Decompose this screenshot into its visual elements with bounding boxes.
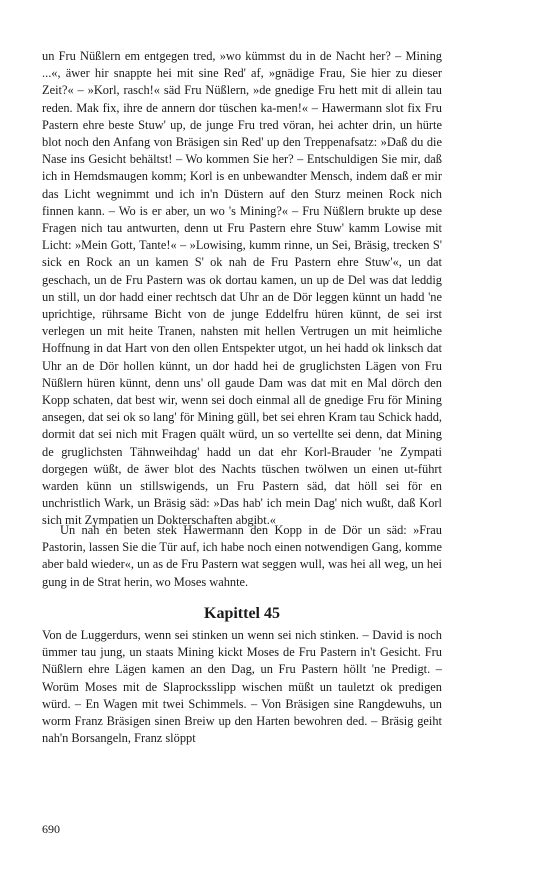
paragraph-hawermann-leaves: Un nah en beten stek Hawermann den Kopp in de Dör un säd: »Frau Pastorin, lassen Sie die Tür auf, ich habe noch einen notwendigen Gang, komme aber bald wieder«, un as de Fru Pastern wat seggen wull, was hei all weg, un hei gung in de Strat herin, wo Moses wahnte. — [42, 523, 442, 589]
chapter-title: Kapittel 45 — [204, 605, 280, 622]
paragraph-continuation: un Fru Nüßlern em entgegen tred, »wo kümmst du in de Nacht her? – Mining ...«, äwer hir snappte hei mit sine Red' af, »gnädige Frau, Sie hier zu dieser Zeit?« – »Korl, rasch!« säd Fru Nüßlern, »de gnedige Fru hett mit di allein tau reden. Mak fix, ihre de annern dor tüschen ka-men!« – Hawermann slot fix Fru Pastern ehre beste Stuw' up, de junge Fru tred vöran, hei achter drin, un hürte blot noch den Anfang von Bräsigen sin Red' up den Treppenafsatz: »Daß du die Nase ins Gesicht behältst! – Wo kommen Sie her? – Entschuldigen Sie mir, daß ich in Hemdsmaugen komm; Korl is en unbewandter Mensch, indem daß er mir das Licht wegnimmt und ich in'n Düstern auf den Sturz meinen Rock nich finnen kann. – Wo is er aber, un wo 's Mining?« – Fru Nüßlern brukte up dese Fragen nich tau antwurten, denn ut Fru Pastern ehre Stuw' kamm Lowise mit Licht: »Mein Gott, Tante!« – »Lowising, kumm rinne, un Sei, Bräsig, trecken S' sick en Rock an un kamen S' ok nah de Fru Pastern ehre Stuw'«, un dat geschach, un de Fru Pastern was ok dortau kamen, un up de Del was dat leddig un still, un dor hadd einer rechtsch dat Uhr an de Dör leggen künnt un hadd 'ne uprichtige, rührsame Bicht von de junge Eddelfru hüren künnt, de sei irst verlegen un mit heite Tranen, nahsten mit hellen Vertrugen un mit heimliche Hoffnung in dat Hart von den ollen Entspekter utgot, un hei hadd ok linksch dat Uhr an de Dör hollen künnt, un dor hadd hei de gruglichsten Lägen von Fru Nüßlern hüren künnt, denn uns' oll gaude Dam was dat mit en Mal dörch den Kopp schaten, dat best wir, wenn sei doch einmal all de gnedige Fru för Mining ansegen, dat sei ok so lang' för Mining güll, bet sei ehren Kram tau Schick hadd, dormit dat sei nich mit Fragen quält würd, un so vertellte sei denn, dat Mining de gruglichsten Tähnweihdag' hadd un dat ehr Korl-Brauder 'ne Zympati dorgegen wüßt, de äwer blot des Nachts tüschen twölwen un einen ut-führt warden künn un stillswigends, un Fru Pastern säd, dat höll sei för en unchristlich Wark, un Bräsig säd: »Das hab' ich mein Dag' nich wußt, daß Korl sich mit Zympatien un Dokterschaften abgibt.« — [42, 49, 442, 528]
page-number: 690 — [42, 822, 60, 836]
chapter-summary: Von de Luggerdurs, wenn sei stinken un wenn sei nich stinken. – David is noch ümmer tau jung, un staats Mining kickt Moses de Fru Pastern in't Gesicht. Fru Nüßlern ehre Lägen kamen an den Dag, un Fru Pastern höllt 'ne Predigt. – Worüm Moses mit de Slaprocksslipp wischen müßt un tauletzt ok predigen würd. – En Wagen mit twei Schimmels. – Von Bräsigen sine Rangdewuhs, un worm Franz Bräsigen sinen Breiw up den Harten bewohren ded. – Bräsig geiht nah'n Borsangeln, Franz slöppt — [42, 628, 442, 746]
